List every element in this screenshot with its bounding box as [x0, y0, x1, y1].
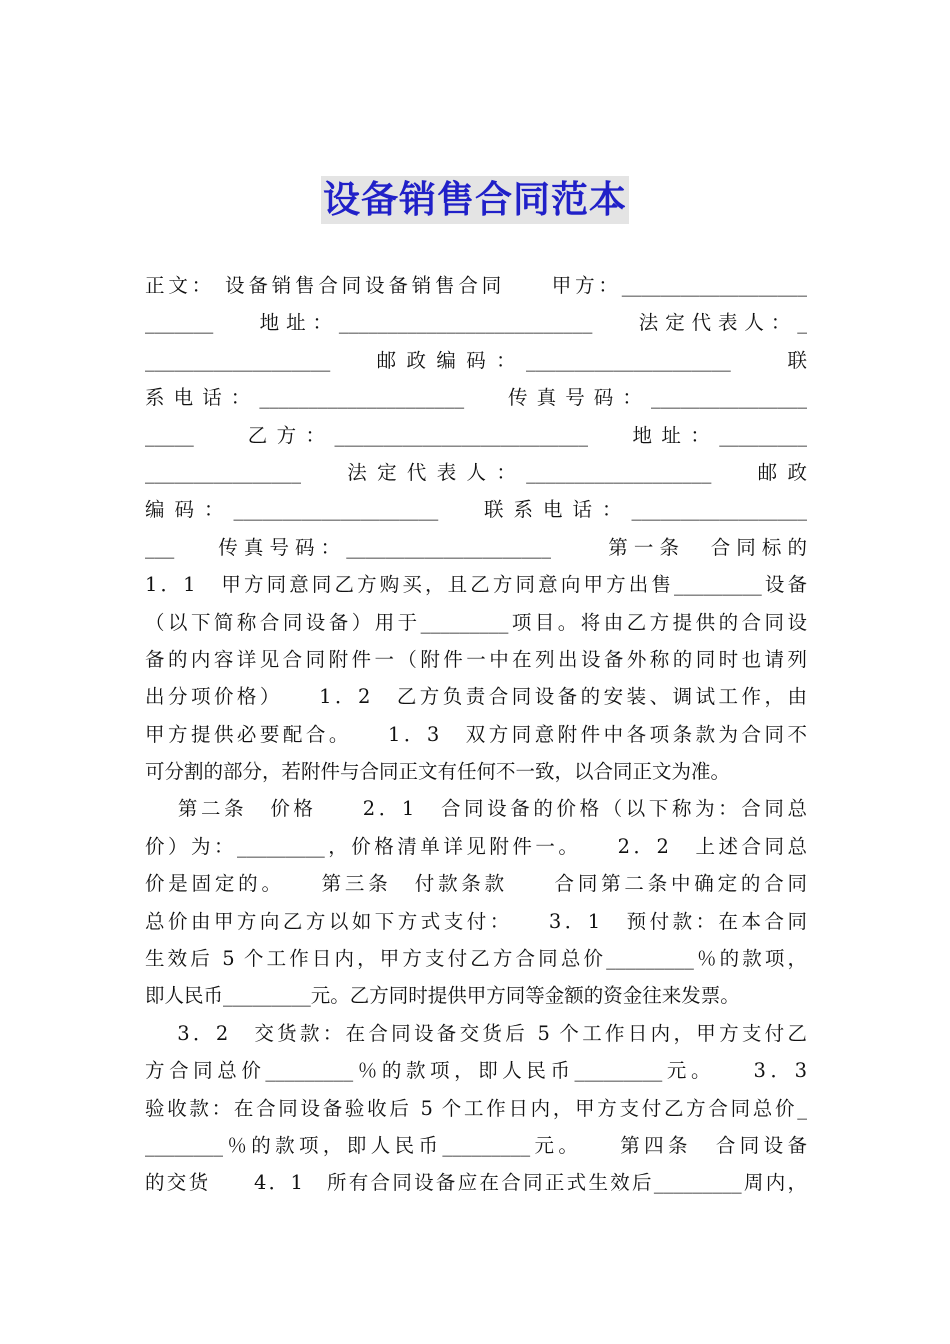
text-line: 出分项价格） 1．2 乙方负责合同设备的安装、调试工作，由 [145, 685, 807, 709]
text-line: 总价由甲方向乙方以如下方式支付： 3．1 预付款：在本合同 [145, 909, 807, 933]
text-line: 编码：_____________________ 联系电话：__________________ [145, 498, 807, 522]
text-line: 可分割的部分，若附件与合同正文有任何不一致，以合同正文为准。 [145, 760, 731, 784]
text-line: 生效后 5 个工作日内，甲方支付乙方合同总价_________％的款项， [145, 947, 807, 971]
text-line: 1．1 甲方同意同乙方购买，且乙方同意向甲方出售_________设备 [145, 573, 807, 597]
text-line: 的交货 4．1 所有合同设备应在合同正式生效后_________周内， [145, 1171, 807, 1195]
text-line: ________％的款项，即人民币_________元。 第四条 合同设备 [145, 1133, 807, 1157]
text-line: （以下简称合同设备）用于_________项目。将由乙方提供的合同设 [145, 610, 807, 634]
text-line: 甲方提供必要配合。 1．3 双方同意附件中各项条款为合同不 [145, 722, 807, 746]
text-line: ___________________ 邮政编码：_____________________ 联 [145, 348, 807, 372]
text-line: 备的内容详见合同附件一（附件一中在列出设备外称的同时也请列 [145, 647, 807, 671]
text-line: 验收款：在合同设备验收后 5 个工作日内，甲方支付乙方合同总价_ [145, 1096, 807, 1120]
contract-body [145, 267, 807, 1202]
text-line: 3．2 交货款：在合同设备交货后 5 个工作日内，甲方支付乙 [145, 1021, 807, 1045]
text-line: ___ 传真号码：_____________________ 第一条 合同标的 [145, 535, 807, 559]
text-line: _______ 地址：__________________________ 法定代表人：_ [145, 311, 807, 335]
text-line: 方合同总价_________％的款项，即人民币_________元。 3．3 [145, 1059, 807, 1083]
document-title-wrap [0, 176, 950, 224]
text-line: 价）为：_________，价格清单详见附件一。 2．2 上述合同总 [145, 834, 807, 858]
text-line: 正文： 设备销售合同设备销售合同 甲方：___________________ [145, 274, 807, 297]
text-line: 第二条 价格 2．1 合同设备的价格（以下称为：合同总 [145, 797, 807, 821]
document-title: 设备销售合同范本 [321, 176, 629, 224]
text-line: ________________ 法定代表人：___________________ 邮政 [145, 460, 807, 484]
text-line: 即人民币_________元。乙方同时提供甲方同等金额的资金往来发票。 [145, 984, 740, 1008]
text-line: _____ 乙方：__________________________ 地址：_________ [145, 423, 807, 447]
text-line: 价是固定的。 第三条 付款条款 合同第二条中确定的合同 [145, 872, 807, 896]
text-line: 系电话：_____________________ 传真号码：________________ [145, 386, 807, 410]
